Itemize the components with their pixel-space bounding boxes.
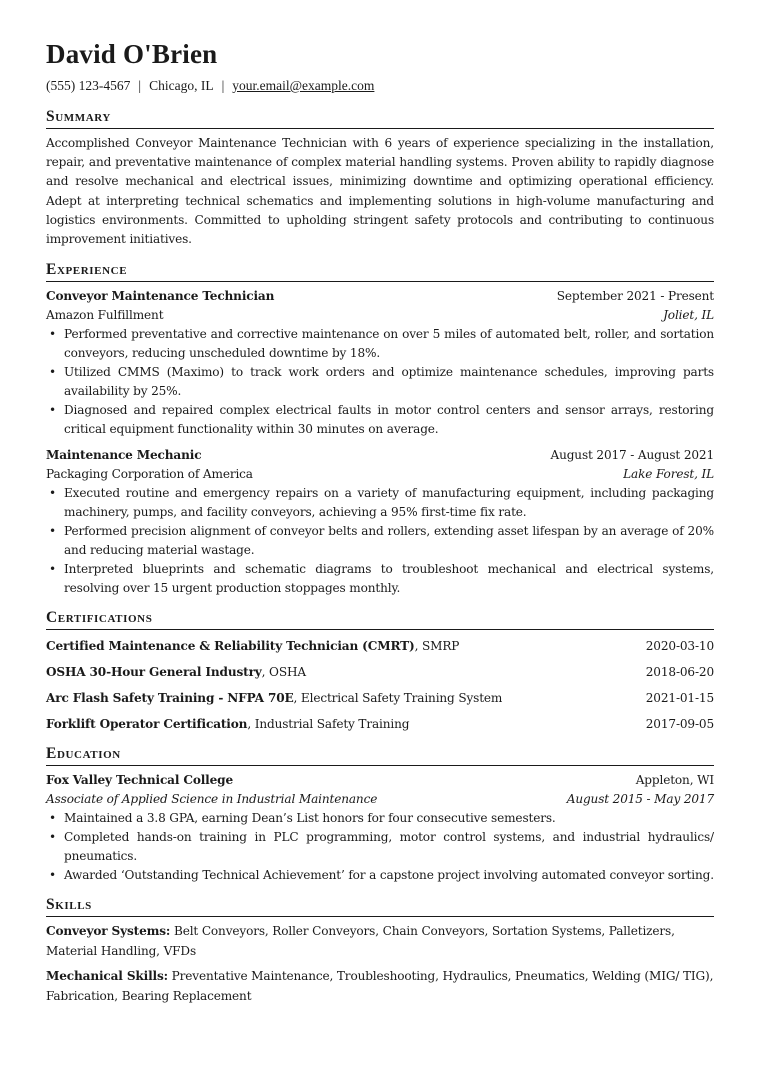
separator: | xyxy=(221,78,225,93)
job-location: Lake Forest, IL xyxy=(623,467,714,482)
list-item: • Diagnosed and repaired complex electrical faults in motor control centers and sensor arrays, restoring critical equipment functionality within 30 minutes on average. xyxy=(46,401,714,439)
experience-section xyxy=(46,260,714,598)
job-company: Amazon Fulfillment xyxy=(46,308,164,323)
location: Chicago, IL xyxy=(149,78,214,93)
cert-row xyxy=(46,689,714,708)
cert-issuer: , OSHA xyxy=(261,665,306,680)
skill-group xyxy=(46,922,714,961)
cert-date: 2018-06-20 xyxy=(645,665,714,680)
skill-items: Belt Conveyors, Roller Conveyors, Chain Conveyors, Sortation Systems, Palletizers, Material Handling, VFDs xyxy=(46,924,675,958)
cert-row xyxy=(46,637,714,656)
job-role: Conveyor Maintenance Technician xyxy=(46,289,275,304)
summary-text: Accomplished Conveyor Maintenance Technician with 6 years of experience specializing in the installation, repair, and preventative maintenance of complex material handling systems. Proven ability to rapidly diagnose and resolve mechanical and electrical issues, minimizing downtime and optimizing operational efficiency. Adept at interpreting technical schematics and implementing solutions in high-volume manufacturing and logistics environments. Committed to upholding stringent safety protocols and contributing to continuous improvement initiatives. xyxy=(46,136,714,247)
job-header xyxy=(46,446,714,465)
cert-issuer: , SMRP xyxy=(414,639,460,654)
job-header xyxy=(46,287,714,306)
school-location: Appleton, WI xyxy=(635,773,714,788)
list-item: • Utilized CMMS (Maximo) to track work orders and optimize maintenance schedules, improving parts availability by 25%. xyxy=(46,363,714,401)
skills-section xyxy=(46,895,714,1006)
cert-date: 2021-01-15 xyxy=(645,691,714,706)
degree: Associate of Applied Science in Industrial Maintenance xyxy=(46,792,378,807)
section-title-education: Education xyxy=(46,744,714,766)
education-header xyxy=(46,771,714,790)
education-section xyxy=(46,744,714,885)
skill-items: Preventative Maintenance, Troubleshooting, Hydraulics, Pneumatics, Welding (MIG/ TIG), Fabrication, Bearing Replacement xyxy=(46,969,714,1003)
section-title-skills: Skills xyxy=(46,895,714,917)
cert-name: Certified Maintenance & Reliability Technician (CMRT) xyxy=(46,639,415,654)
cert-row xyxy=(46,715,714,734)
job-bullets xyxy=(46,325,714,439)
skill-group xyxy=(46,967,714,1006)
section-title-certifications: Certifications xyxy=(46,608,714,630)
list-item: • Performed preventative and corrective maintenance on over 5 miles of automated belt, roller, and sortation conveyors, reducing unscheduled downtime by 18%. xyxy=(46,325,714,363)
list-item: • Maintained a 3.8 GPA, earning Dean’s List honors for four consecutive semesters. xyxy=(46,809,714,828)
list-item: • Performed precision alignment of conveyor belts and rollers, extending asset lifespan by an average of 20% and reducing material wastage. xyxy=(46,522,714,560)
list-item: • Interpreted blueprints and schematic diagrams to troubleshoot mechanical and electrical systems, resolving over 15 urgent production stoppages monthly. xyxy=(46,560,714,598)
school-name: Fox Valley Technical College xyxy=(46,773,234,788)
job-subheader xyxy=(46,465,714,484)
job-entry xyxy=(46,287,714,439)
cert-name: OSHA 30-Hour General Industry xyxy=(46,665,262,680)
certifications-section xyxy=(46,608,714,734)
job-role: Maintenance Mechanic xyxy=(46,448,202,463)
education-bullets xyxy=(46,809,714,885)
candidate-name: David O'Brien xyxy=(46,39,218,69)
resume-page xyxy=(46,38,714,1006)
cert-name: Arc Flash Safety Training - NFPA 70E xyxy=(46,691,294,706)
list-item: • Executed routine and emergency repairs on a variety of manufacturing equipment, including packaging machinery, pumps, and facility conveyors, achieving a 95% first-time fix rate. xyxy=(46,484,714,522)
cert-issuer: , Electrical Safety Training System xyxy=(293,691,503,706)
email-link[interactable]: your.email@example.com xyxy=(232,78,375,93)
job-dates: August 2017 - August 2021 xyxy=(550,448,714,463)
summary-section xyxy=(46,107,714,249)
skill-label: Mechanical Skills: xyxy=(46,969,168,984)
job-dates: September 2021 - Present xyxy=(556,289,714,304)
job-subheader xyxy=(46,306,714,325)
list-item: • Completed hands-on training in PLC programming, motor control systems, and industrial hydraulics/ pneumatics. xyxy=(46,828,714,866)
education-subheader xyxy=(46,790,714,809)
cert-issuer: , Industrial Safety Training xyxy=(247,717,410,732)
cert-name: Forklift Operator Certification xyxy=(46,717,248,732)
job-entry xyxy=(46,446,714,598)
skill-label: Conveyor Systems: xyxy=(46,924,171,939)
cert-date: 2020-03-10 xyxy=(645,639,714,654)
list-item: • Awarded ‘Outstanding Technical Achievement’ for a capstone project involving automated conveyor sorting. xyxy=(46,866,714,885)
cert-row xyxy=(46,663,714,682)
job-location: Joliet, IL xyxy=(663,308,714,323)
contact-line xyxy=(46,77,714,95)
job-company: Packaging Corporation of America xyxy=(46,467,253,482)
separator: | xyxy=(138,78,142,93)
job-bullets xyxy=(46,484,714,598)
education-dates: August 2015 - May 2017 xyxy=(566,792,714,807)
section-title-summary: Summary xyxy=(46,107,714,129)
phone: (555) 123-4567 xyxy=(46,78,131,93)
cert-date: 2017-09-05 xyxy=(645,717,714,732)
section-title-experience: Experience xyxy=(46,260,714,282)
